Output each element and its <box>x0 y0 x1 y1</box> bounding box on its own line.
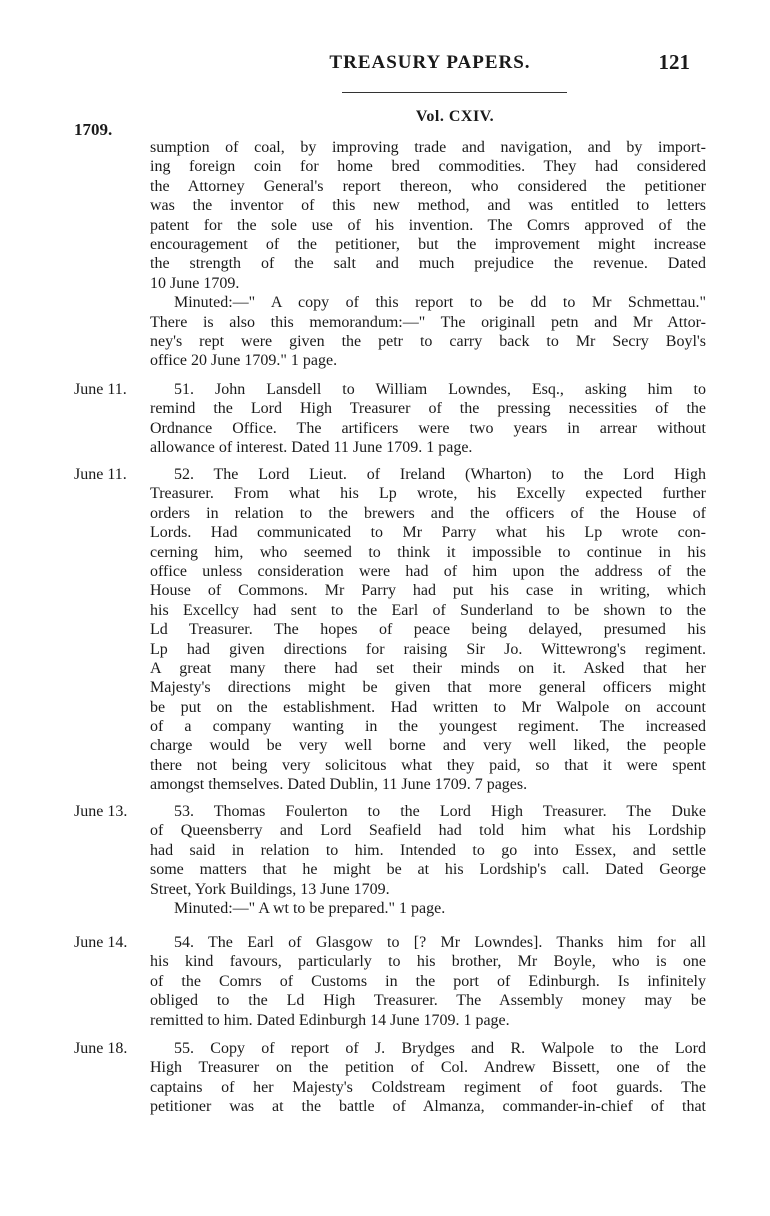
header-rule <box>342 92 567 93</box>
text-line: office 20 June 1709." 1 page. <box>150 352 338 370</box>
text-line: patent for the sole use of his invention. The Comrs approved of the <box>150 216 706 234</box>
text-line: of Queensberry and Lord Seafield had told him what his Lordship <box>150 822 706 840</box>
text-line: there not being very solicitous what they paid, so that it were spent <box>150 756 706 774</box>
text-line: was the inventor of this new method, and was entitled to letters <box>150 197 706 215</box>
entry-date: June 14. <box>74 934 128 951</box>
text-line: ney's rept were given the petr to carry back to Mr Secry Boyl's <box>150 332 706 350</box>
text-line: orders in relation to the brewers and the officers of the House of <box>150 504 706 522</box>
running-title: TREASURY PAPERS. <box>329 52 531 73</box>
entry-text <box>150 933 706 1030</box>
text-line: obliged to the Ld High Treasurer. The Assembly money may be <box>150 992 706 1010</box>
text-line: Treasurer. From what his Lp wrote, his Excelly expected further <box>150 485 706 503</box>
text-line: charge would be very well borne and very well liked, the people <box>150 737 706 755</box>
minute-line: Minuted:—" A wt to be prepared." 1 page. <box>174 899 446 917</box>
minute-line: Minuted:—" A copy of this report to be dd to Mr Schmettau." <box>174 294 706 312</box>
text-line: Ld Treasurer. The hopes of peace being delayed, presumed his <box>150 621 706 639</box>
entry-text <box>150 802 706 918</box>
text-line: Lp had given directions for raising Sir Jo. Wittewrong's regiment. <box>150 640 706 658</box>
text-line: A great many there had set their minds on it. Asked that her <box>150 659 706 677</box>
entry-date: June 18. <box>74 1040 128 1057</box>
volume-label: Vol. CXIV. <box>415 108 495 125</box>
text-line: office unless consideration were had of him upon the address of the <box>150 562 706 580</box>
text-line: 52. The Lord Lieut. of Ireland (Wharton) to the Lord High <box>174 466 706 483</box>
text-line: ing foreign coin for home bred commodities. They had considered <box>150 158 706 176</box>
text-line: the Attorney General's report thereon, who considered the petitioner <box>150 177 706 195</box>
page-number: 121 <box>658 50 690 74</box>
text-line: 53. Thomas Foulerton to the Lord High Treasurer. The Duke <box>174 803 706 820</box>
entry-date: June 11. <box>74 466 127 483</box>
entry-text <box>150 138 706 371</box>
text-line: allowance of interest. Dated 11 June 1709. 1 page. <box>150 439 473 457</box>
text-line: House of Commons. Mr Parry had put his case in writing, which <box>150 582 706 600</box>
text-line: of the Comrs of Customs in the port of Edinburgh. Is infinitely <box>150 972 706 990</box>
text-line: 54. The Earl of Glasgow to [? Mr Lowndes]. Thanks him for all <box>174 934 706 951</box>
text-line: Majesty's directions might be given that more general officers might <box>150 679 706 697</box>
text-line: had said in relation to him. Intended to go into Essex, and settle <box>150 841 706 859</box>
text-line: High Treasurer on the petition of Col. Andrew Bissett, one of the <box>150 1059 706 1077</box>
entry-date: June 11. <box>74 381 127 398</box>
text-line: be put on the establishment. Had written to Mr Walpole on account <box>150 698 706 716</box>
text-line: the strength of the salt and much prejudice the revenue. Dated <box>150 255 706 273</box>
text-line: 51. John Lansdell to William Lowndes, Esq., asking him to <box>174 381 706 398</box>
text-line: of a company wanting in the youngest regiment. The increased <box>150 718 706 736</box>
entry-date: June 13. <box>74 803 128 820</box>
text-line: cerning him, who seemed to think it impossible to continue in his <box>150 543 706 561</box>
text-line: remind the Lord High Treasurer of the pressing necessities of the <box>150 400 706 418</box>
text-line: Lords. Had communicated to Mr Parry what his Lp wrote con- <box>150 524 706 542</box>
text-line: encouragement of the petitioner, but the improvement might increase <box>150 235 706 253</box>
text-line: remitted to him. Dated Edinburgh 14 June 1709. 1 page. <box>150 1011 510 1029</box>
text-line: amongst themselves. Dated Dublin, 11 June 1709. 7 pages. <box>150 776 528 794</box>
entry-text <box>150 465 706 795</box>
year-label: 1709. <box>74 120 113 139</box>
text-line: 10 June 1709. <box>150 274 240 292</box>
text-line: 55. Copy of report of J. Brydges and R. Walpole to the Lord <box>174 1040 706 1057</box>
text-line: sumption of coal, by improving trade and navigation, and by import- <box>150 139 706 156</box>
text-line: his Excellcy had sent to the Earl of Sunderland to be shown to the <box>150 601 706 619</box>
text-line: Ordnance Office. The artificers were two years in arrear without <box>150 419 706 437</box>
text-line: captains of her Majesty's Coldstream regiment of foot guards. The <box>150 1078 706 1096</box>
text-line: Street, York Buildings, 13 June 1709. <box>150 880 390 898</box>
text-line: petitioner was at the battle of Almanza, commander-in-chief of that <box>150 1098 706 1116</box>
text-line: There is also this memorandum:—" The originall petn and Mr Attor- <box>150 313 706 331</box>
text-line: his kind favours, particularly to his brother, Mr Boyle, who is one <box>150 953 706 971</box>
entry-text <box>150 1039 706 1117</box>
entry-text <box>150 380 706 458</box>
text-line: some matters that he might be at his Lordship's call. Dated George <box>150 861 706 879</box>
